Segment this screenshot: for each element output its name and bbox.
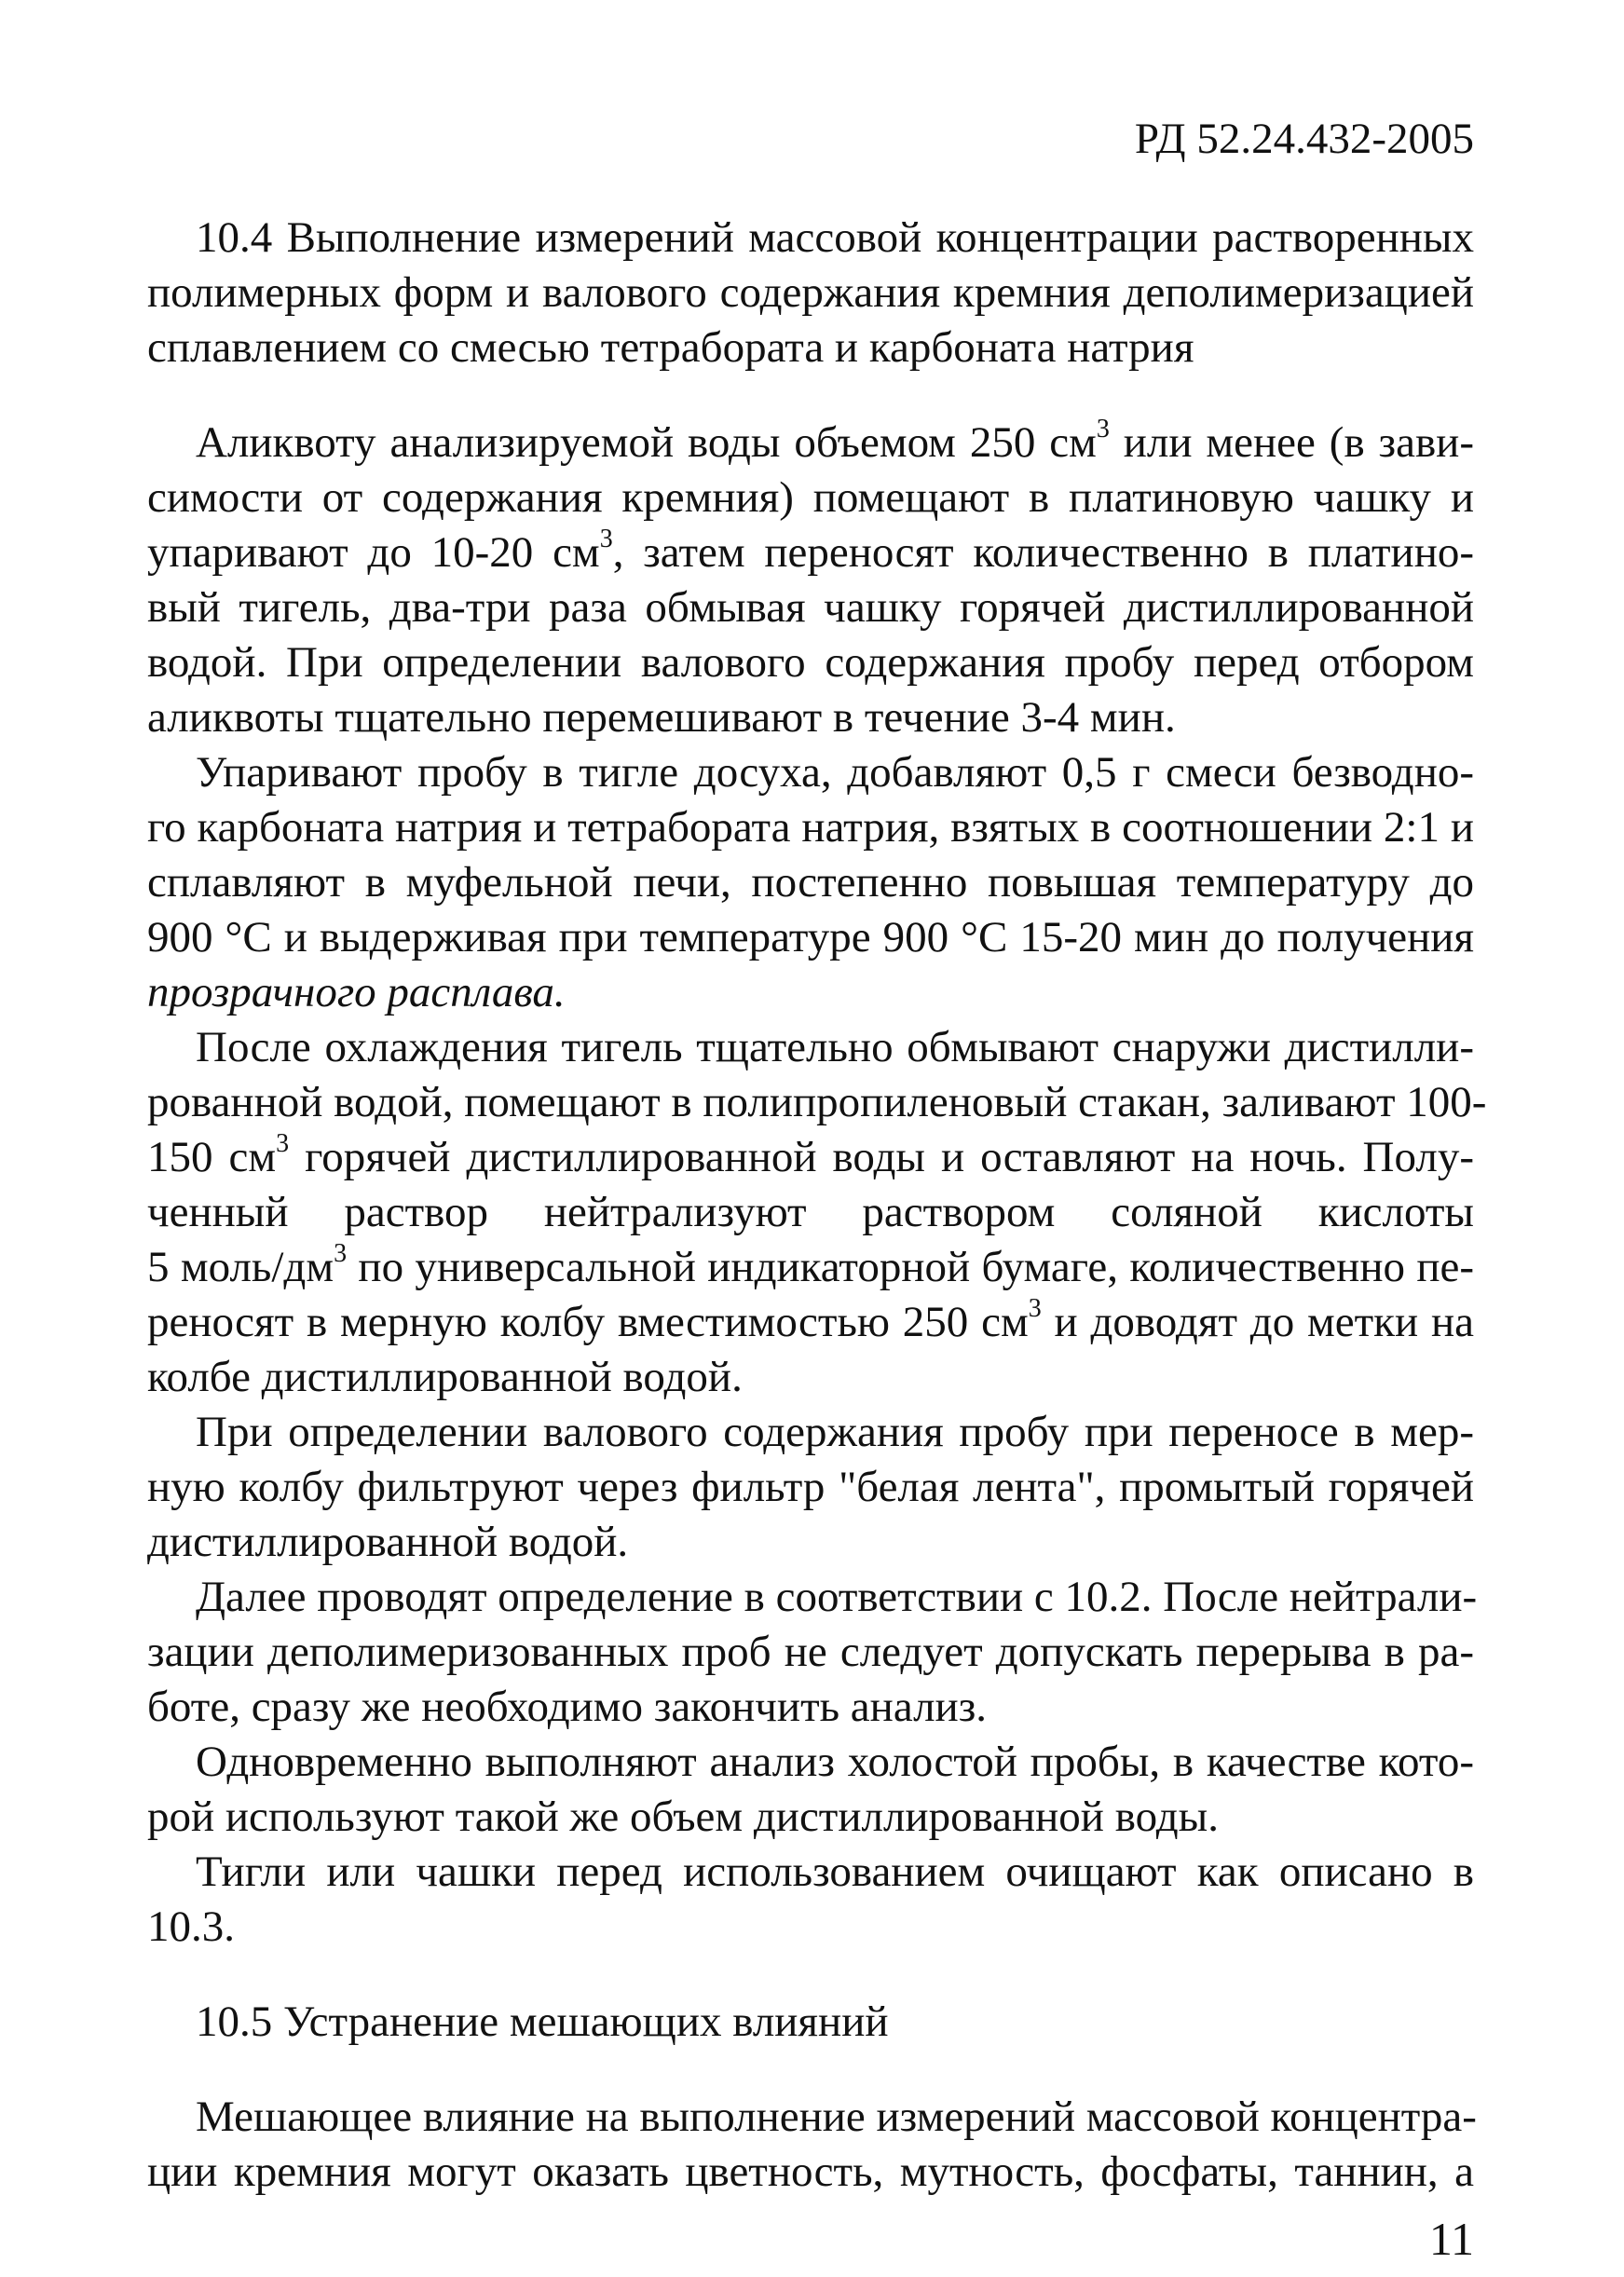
text-line: го карбоната натрия и тетрабората натрия, взятых в соотношении 2:1 и bbox=[147, 803, 1474, 852]
page-number: 11 bbox=[1428, 2213, 1474, 2265]
heading-line: полимерных форм и валового содержания кремния деполимеризацией bbox=[147, 268, 1474, 317]
text-line: Одновременно выполняют анализ холостой пробы, в качестве кото- bbox=[196, 1738, 1474, 1786]
document-code-header: РД 52.24.432-2005 bbox=[1134, 115, 1474, 163]
text-line: ную колбу фильтруют через фильтр "белая лента", промытый горячей bbox=[147, 1463, 1474, 1511]
text-line: дистиллированной водой. bbox=[147, 1518, 629, 1566]
heading-line: 10.4 Выполнение измерений массовой концентрации растворенных bbox=[196, 213, 1474, 262]
text-line: реносят в мерную колбу вместимостью 250 $см^3$ и доводят до метки на bbox=[147, 1294, 1474, 1346]
text-line: упаривают до 10-20 $см^3$, затем переносят количественно в платино- bbox=[147, 525, 1474, 577]
text-line: симости от содержания кремния) помещают в платиновую чашку и bbox=[147, 473, 1474, 522]
text-line: 5 моль/$дм^3$ по универсальной индикаторной бумаге, количественно пе- bbox=[147, 1239, 1474, 1291]
text-line: При определении валового содержания пробу при переносе в мер- bbox=[196, 1408, 1474, 1456]
text-line: рованной водой, помещают в полипропиленовый стакан, заливают 100- bbox=[147, 1078, 1487, 1126]
text-line: ченный раствор нейтрализуют раствором соляной кислоты bbox=[147, 1188, 1474, 1236]
text-line: зации деполимеризованных проб не следует допускать перерыва в ра- bbox=[147, 1628, 1474, 1676]
text-line: После охлаждения тигель тщательно обмывают снаружи дистилли- bbox=[196, 1023, 1474, 1071]
text-line: водой. При определении валового содержания пробу перед отбором bbox=[147, 638, 1474, 687]
text-line: Аликвоту анализируемой воды объемом 250 $см^3$ или менее (в зави- bbox=[196, 415, 1474, 467]
text-line: 150 $см^3$ горячей дистиллированной воды и оставляют на ночь. Полу- bbox=[147, 1129, 1474, 1181]
text-line: прозрачного расплава. bbox=[147, 968, 566, 1016]
text-line: Упаривают пробу в тигле досуха, добавляют 0,5 г смеси безводно- bbox=[196, 748, 1474, 797]
heading-line: сплавлением со смесью тетрабората и карбоната натрия bbox=[147, 323, 1194, 372]
text-line: колбе дистиллированной водой. bbox=[147, 1353, 743, 1401]
text-line: 10.3. bbox=[147, 1902, 235, 1951]
text-line: боте, сразу же необходимо закончить анализ. bbox=[147, 1683, 988, 1731]
text-line: Тигли или чашки перед использованием очищают как описано в bbox=[196, 1848, 1474, 1896]
text-line: Мешающее влияние на выполнение измерений массовой концентра- bbox=[196, 2093, 1477, 2141]
text-line: Далее проводят определение в соответствии с 10.2. После нейтрали- bbox=[196, 1573, 1478, 1621]
text-line: сплавляют в муфельной печи, постепенно повышая температуру до bbox=[147, 858, 1474, 907]
text-line: вый тигель, два-три раза обмывая чашку горячей дистиллированной bbox=[147, 583, 1474, 632]
section-10-5-heading: 10.5 Устранение мешающих влияний bbox=[196, 1997, 889, 2046]
text-line: 900 °С и выдерживая при температуре 900 °С 15-20 мин до получения bbox=[147, 913, 1474, 961]
text-line: рой используют такой же объем дистиллированной воды. bbox=[147, 1793, 1219, 1841]
text-line: аликвоты тщательно перемешивают в течение 3-4 мин. bbox=[147, 693, 1176, 742]
text-line: ции кремния могут оказать цветность, мутность, фосфаты, таннин, а bbox=[147, 2147, 1474, 2196]
